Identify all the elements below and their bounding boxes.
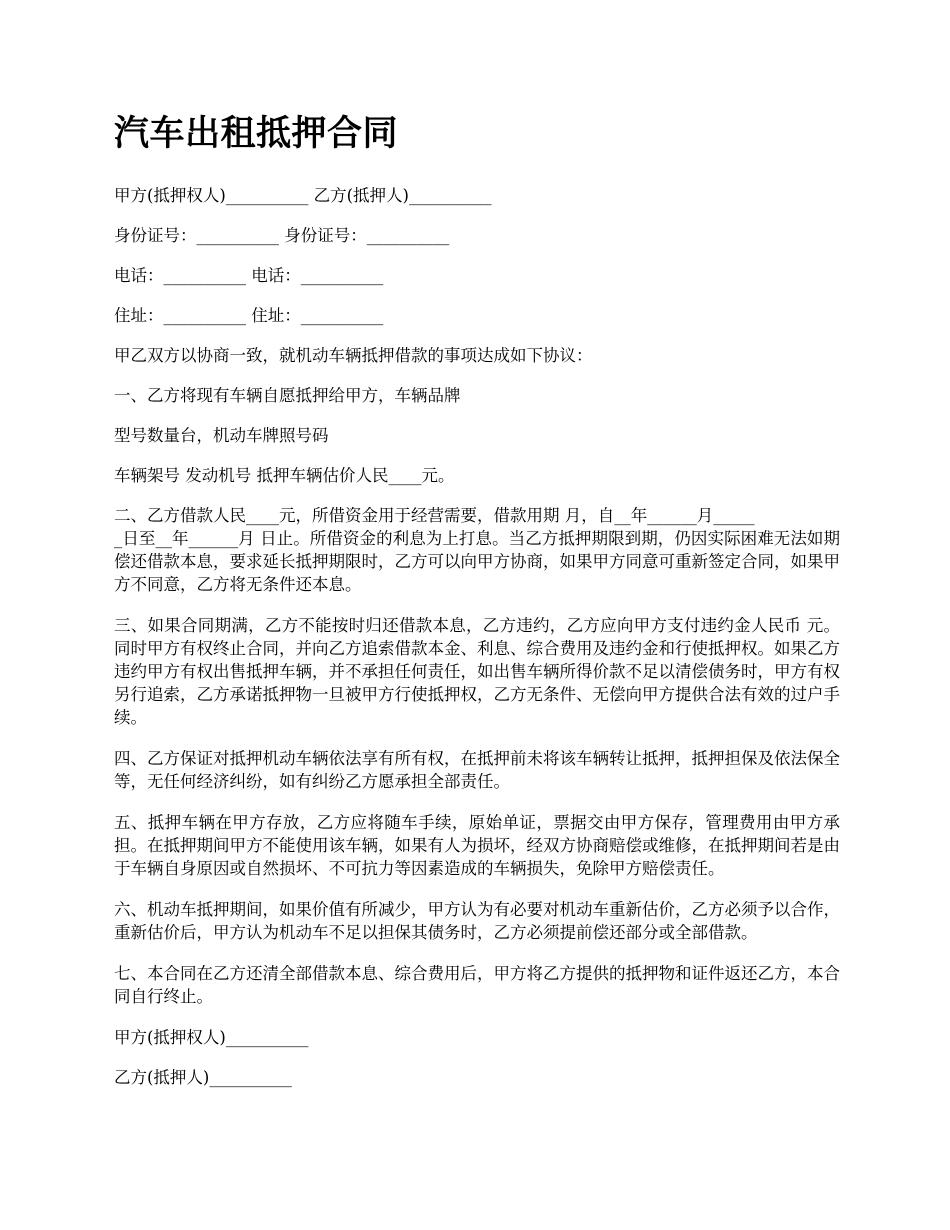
clause-6: 六、机动车抵押期间，如果价值有所减少，甲方认为有必要对机动车重新估价，乙方必须予以合作，重新估价后，甲方认为机动车不足以担保其债务时，乙方必须提前偿还部分或全部借款。 [114, 900, 840, 942]
clause-4: 四、乙方保证对抵押机动车辆依法享有所有权，在抵押前未将该车辆转让抵押，抵押担保及依法保全等，无任何经济纠纷，如有纠纷乙方愿承担全部责任。 [114, 749, 840, 791]
clause-5: 五、抵押车辆在甲方存放，乙方应将随车手续，原始单证，票据交由甲方保存，管理费用由甲方承担。在抵押期间甲方不能使用该车辆，如果有人为损坏，经双方协商赔偿或维修，在抵押期间若是由于车辆自身原因或自然损坏、不可抗力等因素造成的车辆损失，免除甲方赔偿责任。 [114, 813, 840, 878]
clause-3: 三、如果合同期满，乙方不能按时归还借款本息，乙方违约，乙方应向甲方支付违约金人民币 元。同时甲方有权终止合同，并向乙方追索借款本金、利息、综合费用及违约金和行使抵押权。如果乙方违约甲方有权出售抵押车辆，并不承担任何责任，如出售车辆所得价款不足以清偿债务时，甲方有权另行追索，乙方承诺抵押物一旦被甲方行使抵押权，乙方无条件、无偿向甲方提供合法有效的过户手续。 [114, 616, 840, 727]
signature-party-a: 甲方(抵押权人)__________ [114, 1028, 309, 1047]
party-line: 甲方(抵押权人)__________ 乙方(抵押人)__________ [114, 186, 492, 205]
clause-1-line-2: 型号数量台，机动车牌照号码 [114, 426, 329, 445]
document-title: 汽车出租抵押合同 [114, 114, 399, 154]
intro-paragraph: 甲乙双方以协商一致，就机动车辆抵押借款的事项达成如下协议： [114, 346, 593, 365]
address-line: 住址：__________ 住址：__________ [114, 306, 384, 325]
id-number-line: 身份证号：__________ 身份证号：__________ [114, 226, 450, 245]
clause-1-line-1: 一、乙方将现有车辆自愿抵押给甲方，车辆品牌 [114, 386, 461, 405]
clause-7: 七、本合同在乙方还清全部借款本息、综合费用后，甲方将乙方提供的抵押物和证件返还乙方，本合同自行终止。 [114, 964, 840, 1006]
signature-party-b: 乙方(抵押人)__________ [114, 1068, 292, 1087]
clause-2: 二、乙方借款人民____元，所借资金用于经营需要，借款用期 月，自__年______月_____ _日至__年______月 日止。所借资金的利息为上打息。当乙方抵押期限到期，仍因实际困难无法如期偿还借款本息，要求延长抵押期限时，乙方可以向甲方协商，如果甲方同意可重新签定合同，如果甲方不同意，乙方将无条件还本息。 [114, 506, 840, 594]
clause-1-line-3: 车辆架号 发动机号 抵押车辆估价人民____元。 [114, 466, 455, 485]
phone-line: 电话：__________ 电话：__________ [114, 266, 384, 285]
